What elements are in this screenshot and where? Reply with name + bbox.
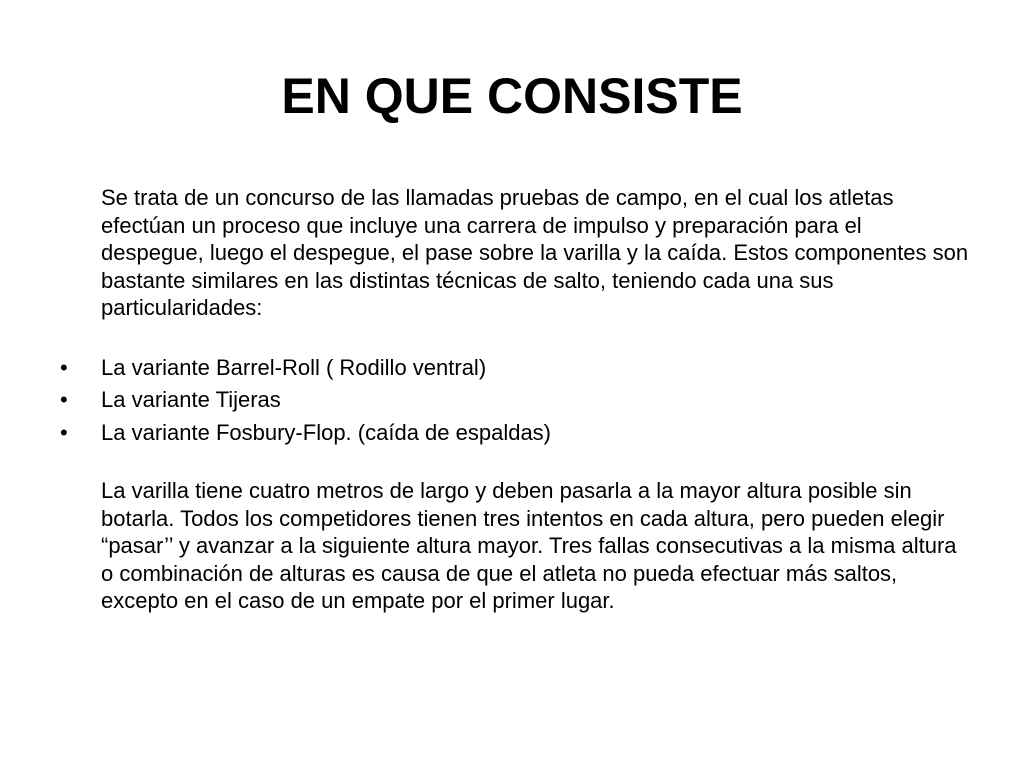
slide-body xyxy=(60,184,970,615)
bullet-text: La variante Barrel-Roll ( Rodillo ventral) xyxy=(101,354,487,380)
bullet-icon: • xyxy=(60,354,68,380)
list-item xyxy=(60,419,970,447)
intro-paragraph: Se trata de un concurso de las llamadas pruebas de campo, en el cual los atletas efectúan un proceso que incluye una carrera de impulso y preparación para el despegue, luego el despegue, el pase sobre la varilla y la caída. Estos componentes son bastante similares en las distintas técnicas de salto, teniendo cada una sus particularidades: xyxy=(101,185,969,320)
list-item xyxy=(60,386,970,414)
bullet-list xyxy=(60,354,970,447)
bullet-text: La variante Fosbury-Flop. (caída de espaldas) xyxy=(101,419,552,445)
closing-paragraph: La varilla tiene cuatro metros de largo y deben pasarla a la mayor altura posible sin botarla. Todos los competidores tienen tres intentos en cada altura, pero pueden elegir “pasar’’ y avanzar a la siguiente altura mayor. Tres fallas consecutivas a la misma altura o combinación de alturas es causa de que el atleta no pueda efectuar más saltos, excepto en el caso de un empate por el primer lugar. xyxy=(101,478,957,613)
bullet-icon: • xyxy=(60,387,68,412)
bullet-icon: • xyxy=(60,419,68,445)
slide-title: EN QUE CONSISTE xyxy=(281,68,743,124)
list-item xyxy=(60,354,970,382)
bullet-text: La variante Tijeras xyxy=(101,387,281,412)
